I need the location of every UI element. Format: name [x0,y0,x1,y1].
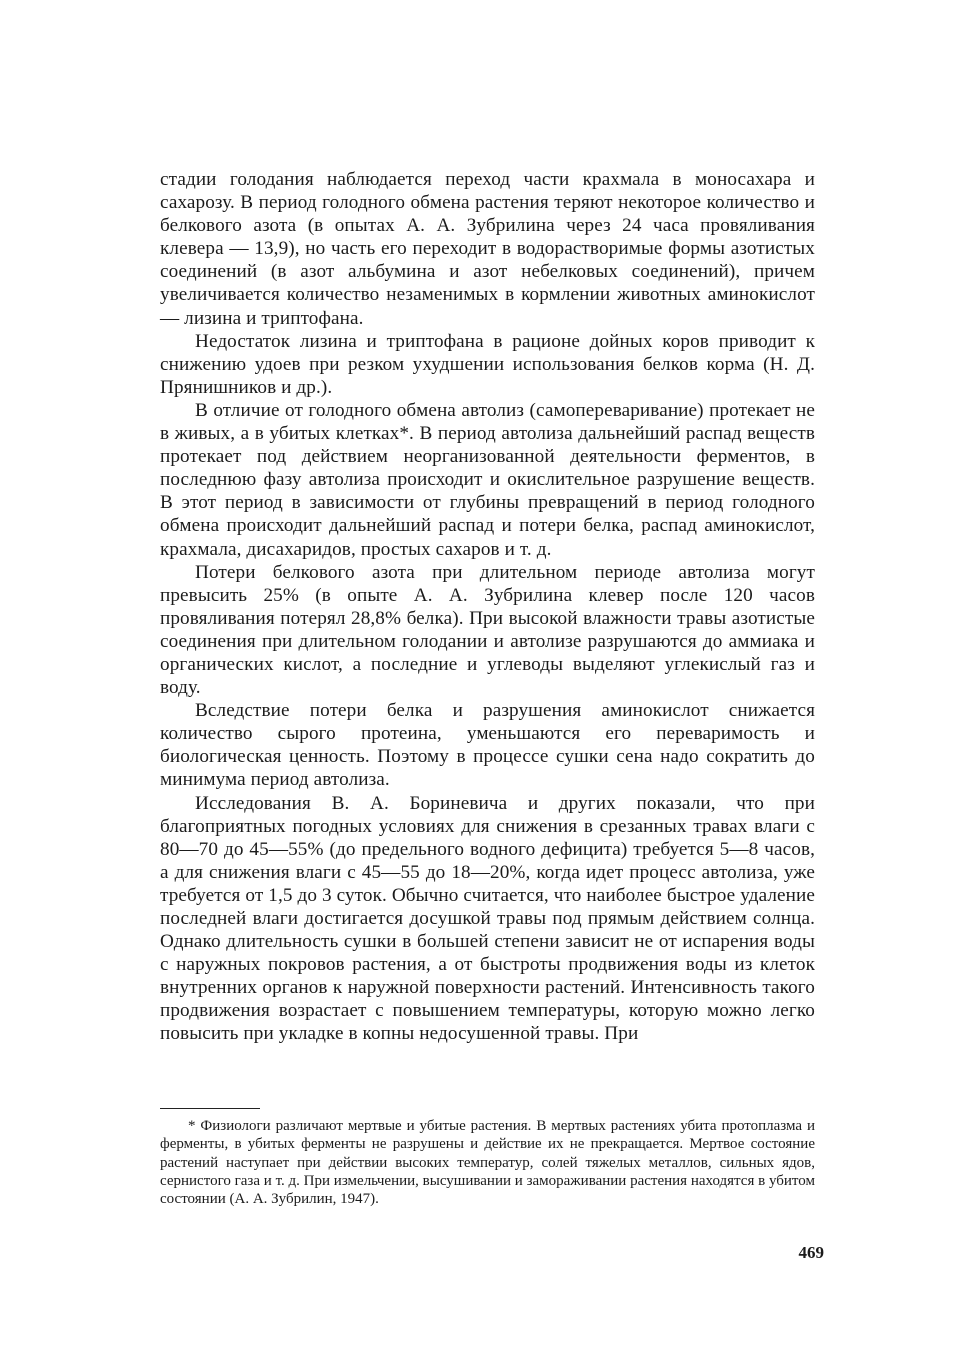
paragraph-drying-research: Исследования В. А. Бориневича и других показали, что при благоприятных погодных условиях для снижения в срезанных травах влаги с 80—70 до 45—55% (до предельного водного дефицита) требуется 5—8 часов, а для снижения влаги с 45—55 до 18—20%, когда идет процесс автолиза, уже требуется от 1,5 до 3 суток. Обычно считается, что наиболее быстрое удаление последней влаги достигается досушкой травы под прямым действием солнца. Однако длительность сушки в большей степени зависит не от испарения воды с наружных покровов растения, а от быстроты продвижения воды из клеток внутренних органов к наружной поверхности растений. Интенсивность такого продвижения возрастает с повышением температуры, которую можно легко повысить при укладке в копны недосушенной травы. При [160,792,815,1045]
paragraph-protein-loss: Потери белкового азота при длительном периоде автолиза могут превысить 25% (в опыте А. А. Зубрилина клевер после 120 часов провяливания потерял 28,8% белка). При высокой влажности травы азотистые соединения при длительном голодании и автолизе разрушаются до аммиака и органических кислот, а последние и углеводы выделяют углекислый газ и воду. [160,561,815,699]
footnote-text: * Физиологи различают мертвые и убитые растения. В мертвых растениях убита протоплазма и ферменты, в убитых ферменты не разрушены и действие их не прекращается. Мертвое состояние растений наступает при действии высоких температур, солей тяжелых металлов, сильных ядов, сернистого газа и т. д. При измельчении, высушивании и замораживании растения находятся в убитом состоянии (А. А. Зубрилин, 1947). [160,1118,815,1208]
footnote-divider [160,1108,260,1109]
paragraph-consequences: Вследствие потери белка и разрушения аминокислот снижается количество сырого протеина, уменьшаются его переваримость и биологическая ценность. Поэтому в процессе сушки сена надо сократить до минимума период автолиза. [160,700,815,791]
paragraph-autolysis: В отличие от голодного обмена автолиз (самопереваривание) протекает не в живых, а в убитых клетках*. В период автолиза дальнейший распад веществ протекает под действием неорганизованной деятельности ферментов, в последнюю фазу автолиза происходит и окислительное разрушение веществ. В этот период в зависимости от глубины превращений в период голодного обмена происходит дальнейший распад и потери белка, распад аминокислот, крахмала, дисахаридов, простых сахаров и т. д. [160,399,815,560]
paragraph-lysine-deficiency: Недостаток лизина и триптофана в рационе дойных коров приводит к снижению удоев при резком ухудшении использования белков корма (Н. Д. Прянишников и др.). [160,330,815,398]
paragraph-starvation-stage: стадии голодания наблюдается переход части крахмала в моносахара и сахарозу. В период голодного обмена растения теряют некоторое количество и белкового азота (в опытах А. А. Зубрилина через 24 часа провяливания клевера — 13,9), но часть его переходит в водорастворимые формы азотистых соединений (в азот альбумина и азот небелковых соединений), причем увеличивается количество незаменимых в кормлении животных аминокислот — лизина и триптофана. [160,169,815,329]
page-number: 469 [798,1243,824,1262]
main-text [160,168,815,1046]
footnote [160,1117,815,1208]
